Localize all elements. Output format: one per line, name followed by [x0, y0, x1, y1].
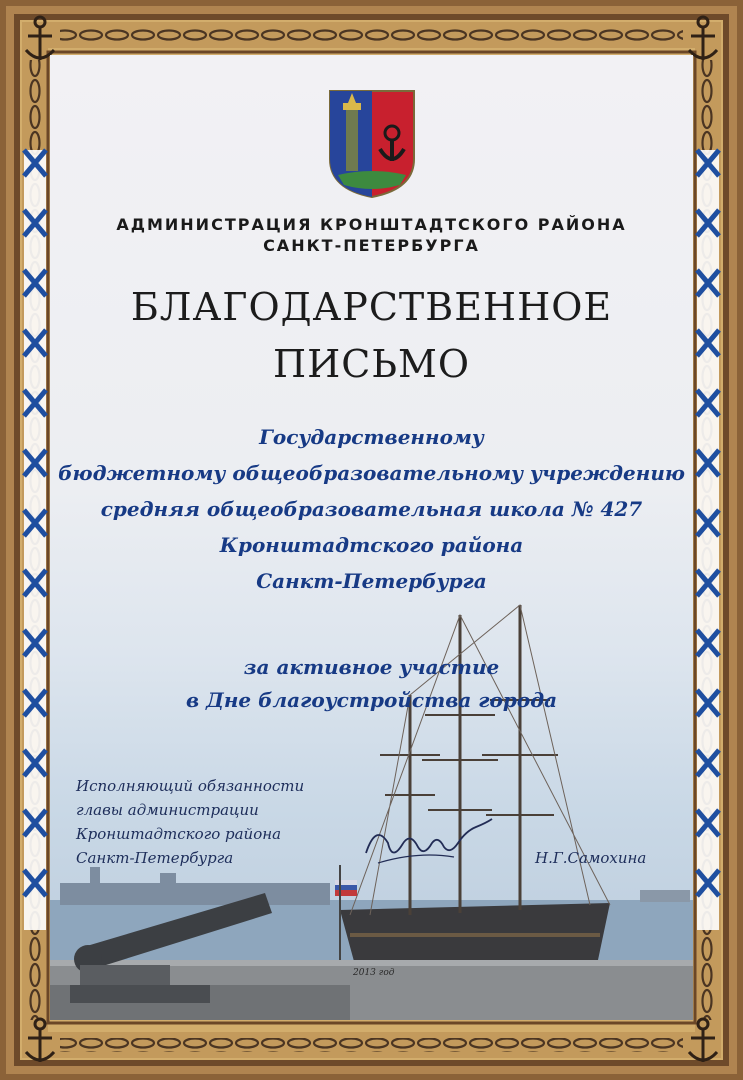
signatory-name: Н.Г.Самохина	[535, 849, 647, 867]
st-andrew-flag-icon-right	[697, 150, 719, 930]
signatory-position-line-4: Санкт-Петербурга	[76, 849, 234, 867]
document-title-line-2: ПИСЬМО	[272, 342, 471, 386]
issuer-line-1: АДМИНИСТРАЦИЯ КРОНШТАДТСКОГО РАЙОНА	[116, 215, 627, 234]
recipient-line-4: Кронштадтского района	[219, 533, 524, 557]
signatory-position-line-3: Кронштадтского района	[76, 825, 282, 843]
reason-line-1: за активное участие	[243, 655, 500, 679]
recipient-line-3: средняя общеобразовательная школа № 427	[100, 497, 643, 521]
signatory-position-line-1: Исполняющий обязанности	[76, 777, 305, 795]
certificate-body	[50, 55, 693, 1020]
year-note: 2013 год	[353, 968, 395, 978]
document-title-line-1: БЛАГОДАРСТВЕННОЕ	[130, 285, 613, 329]
recipient-line-1: Государственному	[259, 425, 484, 449]
st-andrew-flag-icon-left	[24, 150, 46, 930]
handwritten-signature	[358, 813, 498, 873]
signatory-position-line-2: главы администрации	[76, 801, 259, 819]
recipient-line-5: Санкт-Петербурга	[256, 569, 487, 593]
reason-line-2: в Дне благоустройства города	[185, 688, 558, 712]
kronstadt-coat-of-arms-icon	[328, 89, 416, 199]
issuer-line-2: САНКТ-ПЕТЕРБУРГА	[263, 236, 480, 255]
recipient-line-2: бюджетному общеобразовательному учреждению	[58, 461, 685, 485]
